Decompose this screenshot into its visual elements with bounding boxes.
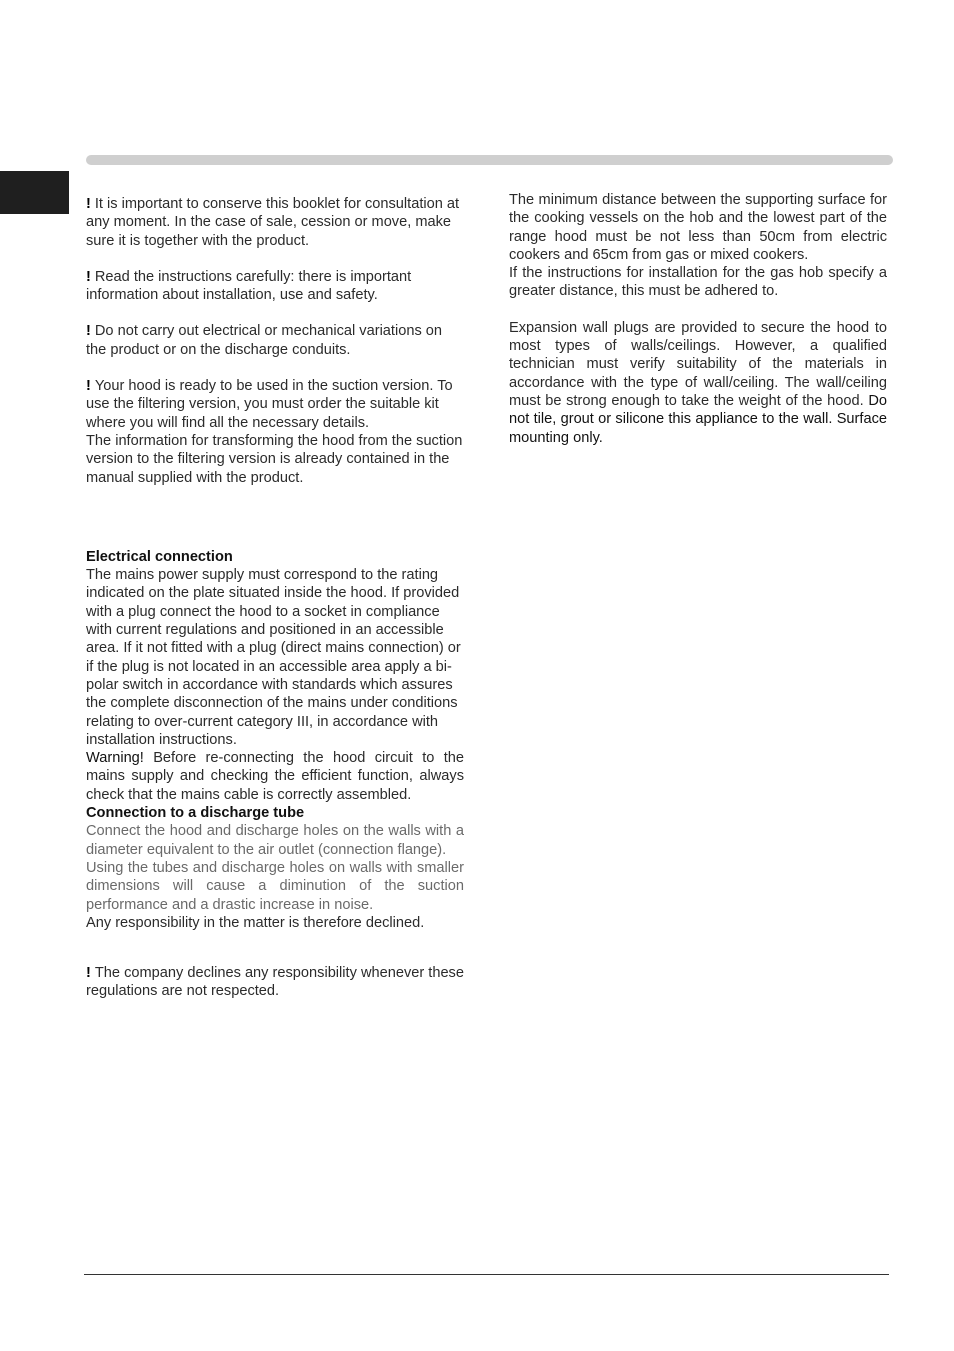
electrical-connection-body: The mains power supply must correspond to the rating indicated on the plate situated inside the hood. If provided with a plug connect the hood to a socket in compliance with current regulations and positioned in an accessible area. If it not fitted with a plug (direct mains connection) or if the plug is not located in an accessible area apply a bi-polar switch in accordance with standards which assures the complete disconnection of the mains under conditions relating to over-current category III, in accordance with installation instructions.: [86, 567, 461, 748]
exclamation-icon: !: [86, 196, 91, 212]
gas-hob-distance-paragraph: If the instructions for installation for the gas hob specify a greater distance, this must be adhered to.: [509, 265, 887, 300]
surface-mounting-emphasis: Do not tile, grout or silicone this appliance to the wall. Surface mounting only.: [509, 392, 887, 446]
footer-rule: [84, 1274, 889, 1275]
exclamation-icon: !: [86, 965, 91, 982]
warning-label: Warning!: [86, 750, 144, 767]
note-suction-version: ! Your hood is ready to be used in the suction version. To use the filtering version, you must order the suitable kit where you will find all the necessary details.: [86, 378, 453, 431]
discharge-paragraph-1: Connect the hood and discharge holes on the walls with a diameter equivalent to the air outlet (connection flange).: [86, 823, 464, 858]
left-column: [86, 195, 464, 1001]
note-company-declines: ! The company declines any responsibility whenever these regulations are not respected.: [86, 965, 464, 1000]
discharge-tube-heading: Connection to a discharge tube: [86, 805, 305, 822]
wall-plugs-paragraph: Expansion wall plugs are provided to secure the hood to most types of walls/ceilings. However, a qualified technician must verify suitability of the materials in accordance with the type of wall/ceiling. The wall/ceiling must be strong enough to take the weight of the hood. Do not tile, grout or silicone this appliance to the wall. Surface mounting only.: [509, 319, 887, 446]
note-no-variations: ! Do not carry out electrical or mechanical variations on the product or on the discharge conduits.: [86, 323, 443, 358]
warning-paragraph: Warning! Before re-connecting the hood circuit to the mains supply and checking the efficient function, always check that the mains cable is correctly assembled.: [86, 750, 464, 803]
discharge-paragraph-2: Using the tubes and discharge holes on walls with smaller dimensions will cause a diminution of the suction performance and a drastic increase in noise.: [86, 859, 464, 913]
right-column: [509, 191, 887, 447]
electrical-connection-heading: Electrical connection: [86, 548, 233, 565]
note-read-instructions: ! Read the instructions carefully: there is important information about installation, use and safety.: [86, 268, 412, 304]
discharge-paragraph-3: Any responsibility in the matter is therefore declined.: [86, 914, 425, 931]
minimum-distance-paragraph: The minimum distance between the supporting surface for the cooking vessels on the hob and the lowest part of the range hood must be not less than 50cm from electric cookers and 65cm from gas or mixed cookers.: [509, 192, 887, 263]
filter-info-paragraph: The information for transforming the hood from the suction version to the filtering version is already contained in the manual supplied with the product.: [86, 432, 463, 486]
exclamation-icon: !: [86, 378, 91, 395]
language-tab-marker: [0, 171, 69, 214]
header-accent-bar: [86, 155, 893, 165]
note-conserve-booklet: ! It is important to conserve this booklet for consultation at any moment. In the case of sale, cession or move, make sure it is together with the product.: [86, 196, 460, 249]
exclamation-icon: !: [86, 268, 91, 285]
exclamation-icon: !: [86, 323, 91, 340]
